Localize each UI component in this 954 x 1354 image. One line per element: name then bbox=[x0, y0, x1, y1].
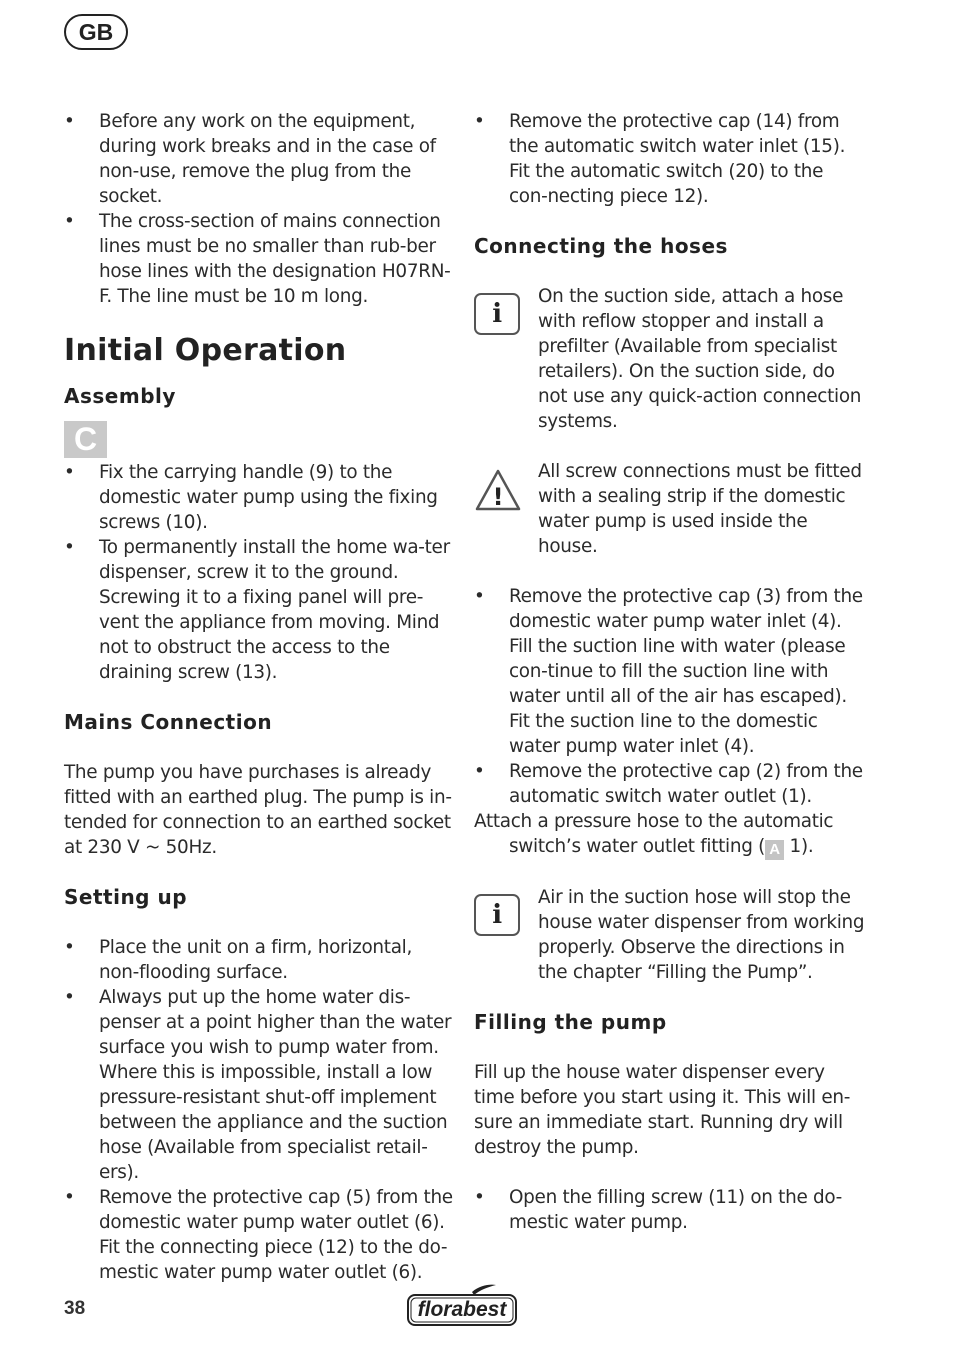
list-item: • Remove the protective cap (5) from the domestic water pump water outlet (6). Fit the connecting piece (12) to the do-mestic water pump water outlet (6). bbox=[64, 1185, 456, 1285]
list-item: • Remove the protective cap (3) from the domestic water pump water inlet (4). Fill the suction line with water (please con-tinue to fill the suction line with water until all of the air has escaped). Fit the suction line to the domestic water pump water inlet (4). bbox=[474, 584, 866, 759]
warning-note bbox=[474, 459, 866, 559]
list-item: • To permanently install the home wa-ter dispenser, screw it to the ground. Screwing it to a fixing panel will pre-vent the appliance from moving. Mind not to obstruct the access to the draining screw (13). bbox=[64, 535, 456, 685]
setting-up-heading: Setting up bbox=[64, 885, 188, 909]
list-item: • Place the unit on a firm, horizontal, non-flooding surface. bbox=[64, 935, 456, 985]
info-note bbox=[474, 284, 866, 434]
attach-pressure-hose-text: Attach a pressure hose to the automatic switch’s water outlet fitting ( A 1). bbox=[474, 811, 834, 858]
info-icon: i bbox=[474, 894, 520, 936]
filling-pump-text: Fill up the house water dispenser every time before you start using it. This will en-sure an immediate start. Running dry will destroy the pump. bbox=[474, 1062, 851, 1158]
mains-connection-heading: Mains Connection bbox=[64, 710, 273, 734]
svg-text:florabest: florabest bbox=[417, 1298, 507, 1321]
info-note-text: Air in the suction hose will stop the house water dispenser from working properly. Observe the directions in the chapter “Filling the Pump”. bbox=[538, 887, 865, 983]
left-column bbox=[64, 109, 456, 1285]
florabest-logo bbox=[406, 1283, 518, 1327]
right-column bbox=[474, 109, 866, 1235]
warning-note-text: All screw connections must be fitted with a sealing strip if the domestic water pump is used inside the house. bbox=[538, 461, 862, 557]
info-note bbox=[474, 885, 866, 985]
connecting-hoses-heading: Connecting the hoses bbox=[474, 234, 728, 258]
section-title: Initial Operation bbox=[64, 333, 347, 368]
mains-connection-text: The pump you have purchases is already fitted with an earthed plug. The pump is in-tended for connection to an earthed socket at 230 V ~ 50Hz. bbox=[64, 762, 452, 858]
info-icon: i bbox=[474, 293, 520, 335]
language-badge: GB bbox=[64, 14, 128, 50]
list-item: • Fix the carrying handle (9) to the domestic water pump using the fixing screws (10). bbox=[64, 460, 456, 535]
page-number: 38 bbox=[64, 1298, 86, 1319]
figure-a-label: A bbox=[765, 840, 784, 860]
assembly-heading: Assembly bbox=[64, 384, 176, 408]
list-item: • Remove the protective cap (2) from the automatic switch water outlet (1). bbox=[474, 759, 866, 809]
list-item: • Open the filling screw (11) on the do-mestic water pump. bbox=[474, 1185, 866, 1235]
list-item: • The cross-section of mains connection lines must be no smaller than rub-ber hose lines with the designation H07RN-F. The line must be 10 m long. bbox=[64, 209, 456, 309]
list-item: • Remove the protective cap (14) from the automatic switch water inlet (15). Fit the automatic switch (20) to the con-necting piece 12). bbox=[474, 109, 866, 209]
list-item: • Always put up the home water dis-penser at a point higher than the water surface you wish to pump water from. Where this is impossible, install a low pressure-resistant shut-off implement between the appliance and the suction hose (Available from specialist retail-ers). bbox=[64, 985, 456, 1185]
warning-icon bbox=[474, 468, 522, 512]
filling-pump-heading: Filling the pump bbox=[474, 1010, 667, 1034]
list-item: • Before any work on the equipment, during work breaks and in the case of non-use, remove the plug from the socket. bbox=[64, 109, 456, 209]
svg-text:!: ! bbox=[492, 483, 504, 511]
info-note-text: On the suction side, attach a hose with reflow stopper and install a prefilter (Available from specialist retailers). On the suction side, do not use any quick-action connection systems. bbox=[538, 286, 862, 432]
figure-c-label: C bbox=[64, 421, 107, 458]
